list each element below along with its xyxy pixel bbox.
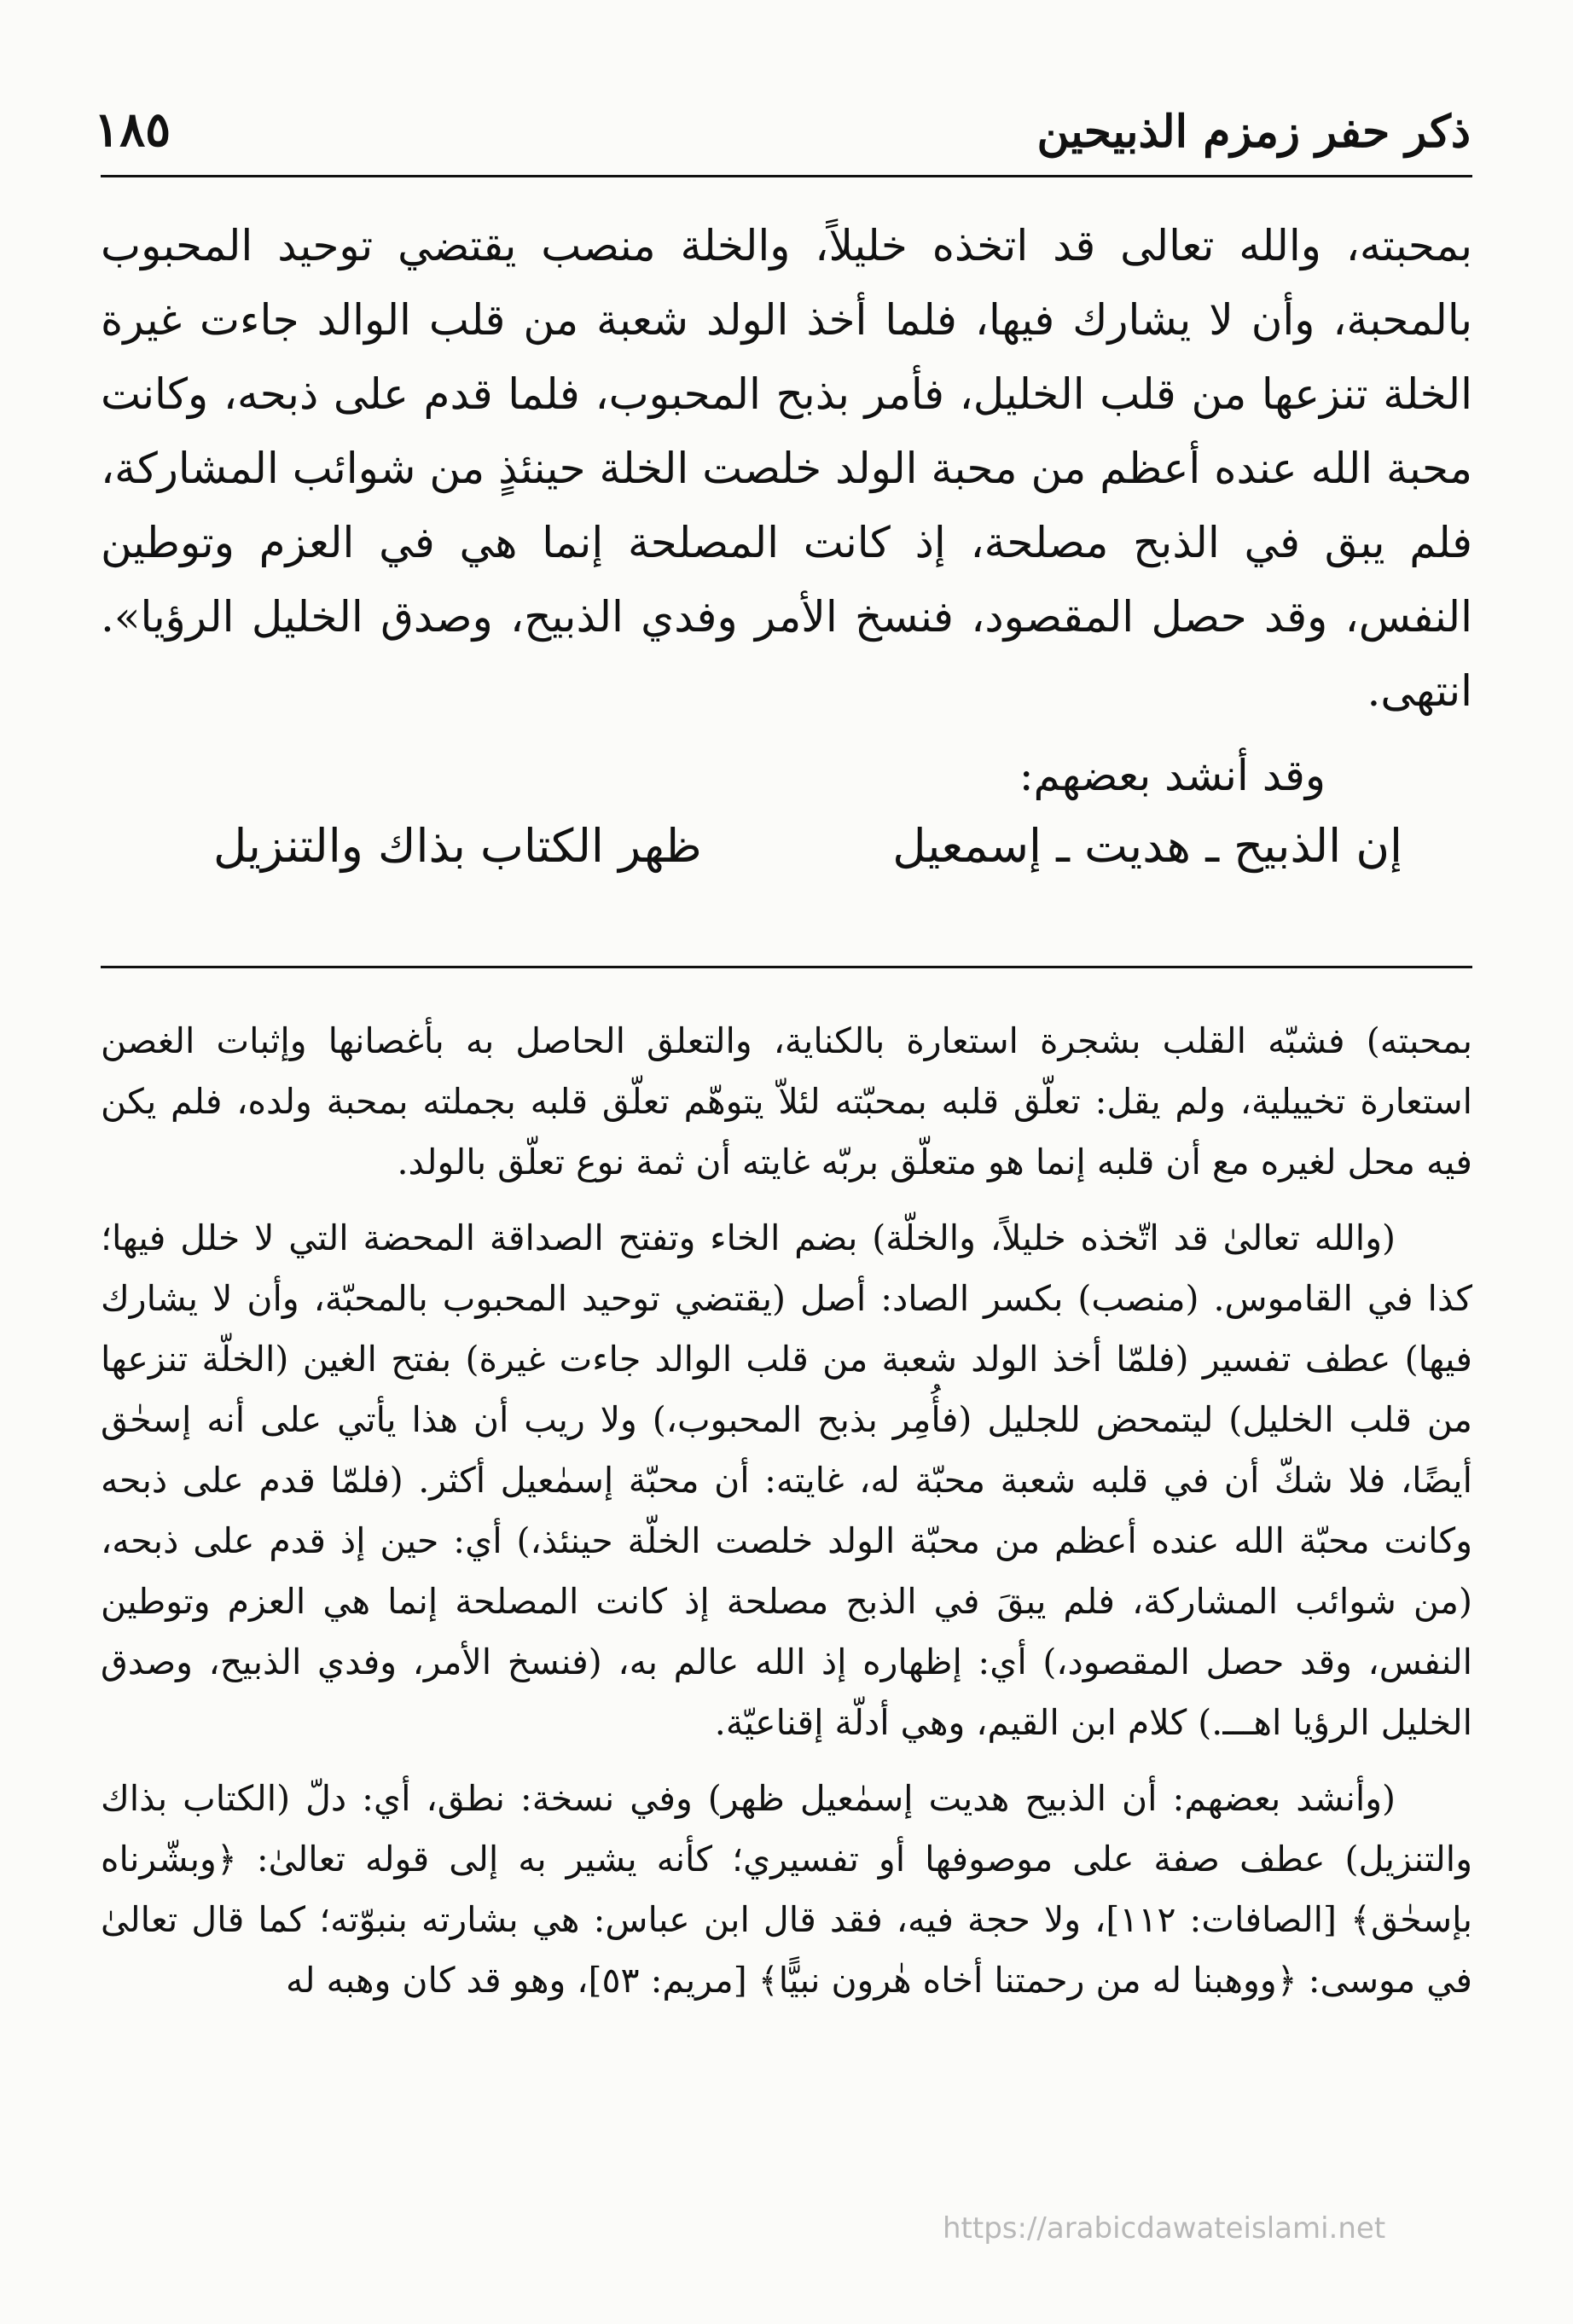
commentary-divider [101, 966, 1472, 968]
page-number: ١٨٥ [94, 102, 171, 158]
verse-hemistich-second: ظهر الكتاب بذاك والتنزيل [213, 819, 702, 873]
verse-hemistich-first: إن الذبيح ـ هديت ـ إسمعيل [892, 819, 1402, 873]
watermark-url: https://arabicdawateislami.net [943, 2211, 1386, 2246]
page-header [94, 90, 1471, 158]
commentary-paragraph: (والله تعالىٰ قد اتّخذه خليلاً، والخلّة) بضم الخاء وتفتح الصداقة المحضة التي لا خلل فيها؛ كذا في القاموس. (منصب) بكسر الصاد: أصل (يقتضي توحيد المحبوب بالمحبّة، وأن لا يشارك فيها) عطف تفسير (فلمّا أخذ الولد شعبة من قلب الوالد جاءت غيرة) بفتح الغين (الخلّة تنزعها من قلب الخليل) ليتمحض للجليل (فأُمِر بذبح المحبوب،) ولا ريب أن هذا يأتي على أنه إسحٰق أيضًا، فلا شكّ أن في قلبه شعبة محبّة له، غايته: أن محبّة إسمٰعيل أكثر. (فلمّا قدم على ذبحه وكانت محبّة الله عنده أعظم من محبّة الولد خلصت الخلّة حينئذ،) أي: حين إذ قدم على ذبحه، (من شوائب المشاركة، فلم يبقَ في الذبح مصلحة إذ كانت المصلحة إنما هي العزم وتوطين النفس، وقد حصل المقصود،) أي: إظهاره إذ الله عالم به، (فنسخ الأمر، وفدي الذبيح، وصدق الخليل الرؤيا اهـــ.) كلام ابن القيم، وهي أدلّة إقناعيّة. [101, 1217, 1472, 1743]
main-paragraph: بمحبته، والله تعالى قد اتخذه خليلاً، والخلة منصب يقتضي توحيد المحبوب بالمحبة، وأن لا يشارك فيها، فلما أخذ الولد شعبة من قلب الوالد جاءت غيرة الخلة تنزعها من قلب الخليل، فأمر بذبح المحبوب، فلما قدم على ذبحه، وكانت محبة الله عنده أعظم من محبة الولد خلصت الخلة حينئذٍ من شوائب المشاركة، فلم يبق في الذبح مصلحة، إذ كانت المصلحة إنما هي في العزم وتوطين النفس، وقد حصل المقصود، فنسخ الأمر وفدي الذبيح، وصدق الخليل الرؤيا». انتهى. [101, 221, 1472, 716]
running-title: ذكر حفر زمزم الذبيحين [1036, 106, 1471, 158]
commentary-block [101, 1011, 1472, 2026]
main-text-block [101, 209, 1472, 729]
verse-intro: وقد أنشد بعضهم: [1019, 751, 1326, 800]
commentary-paragraph: بمحبته) فشبّه القلب بشجرة استعارة بالكناية، والتعلق الحاصل به بأغصانها وإثبات الغصن استعارة تخييلية، ولم يقل: تعلّق قلبه بمحبّته لئلاّ يتوهّم تعلّق قلبه بجملته بمحبة ولده، فلم يكن فيه محل لغيره مع أن قلبه إنما هو متعلّق بربّه غايته أن ثمة نوع تعلّق بالولد. [101, 1020, 1472, 1182]
header-divider [101, 175, 1472, 177]
commentary-paragraph: (وأنشد بعضهم: أن الذبيح هديت إسمٰعيل ظهر) وفي نسخة: نطق، أي: دلّ (الكتاب بذاك والتنزيل) عطف صفة على موصوفها أو تفسيري؛ كأنه يشير به إلى قوله تعالىٰ: ﴿وبشّرناه بإسحٰق﴾ [الصافات: ١١٢]، ولا حجة فيه، فقد قال ابن عباس: هي بشارته بنبوّته؛ كما قال تعالىٰ في موسى: ﴿ووهبنا له من رحمتنا أخاه هٰرون نبيًّا﴾ [مريم: ٥٣]، وهو قد كان وهبه له [101, 1778, 1472, 2001]
poetry-verse [213, 819, 1402, 873]
